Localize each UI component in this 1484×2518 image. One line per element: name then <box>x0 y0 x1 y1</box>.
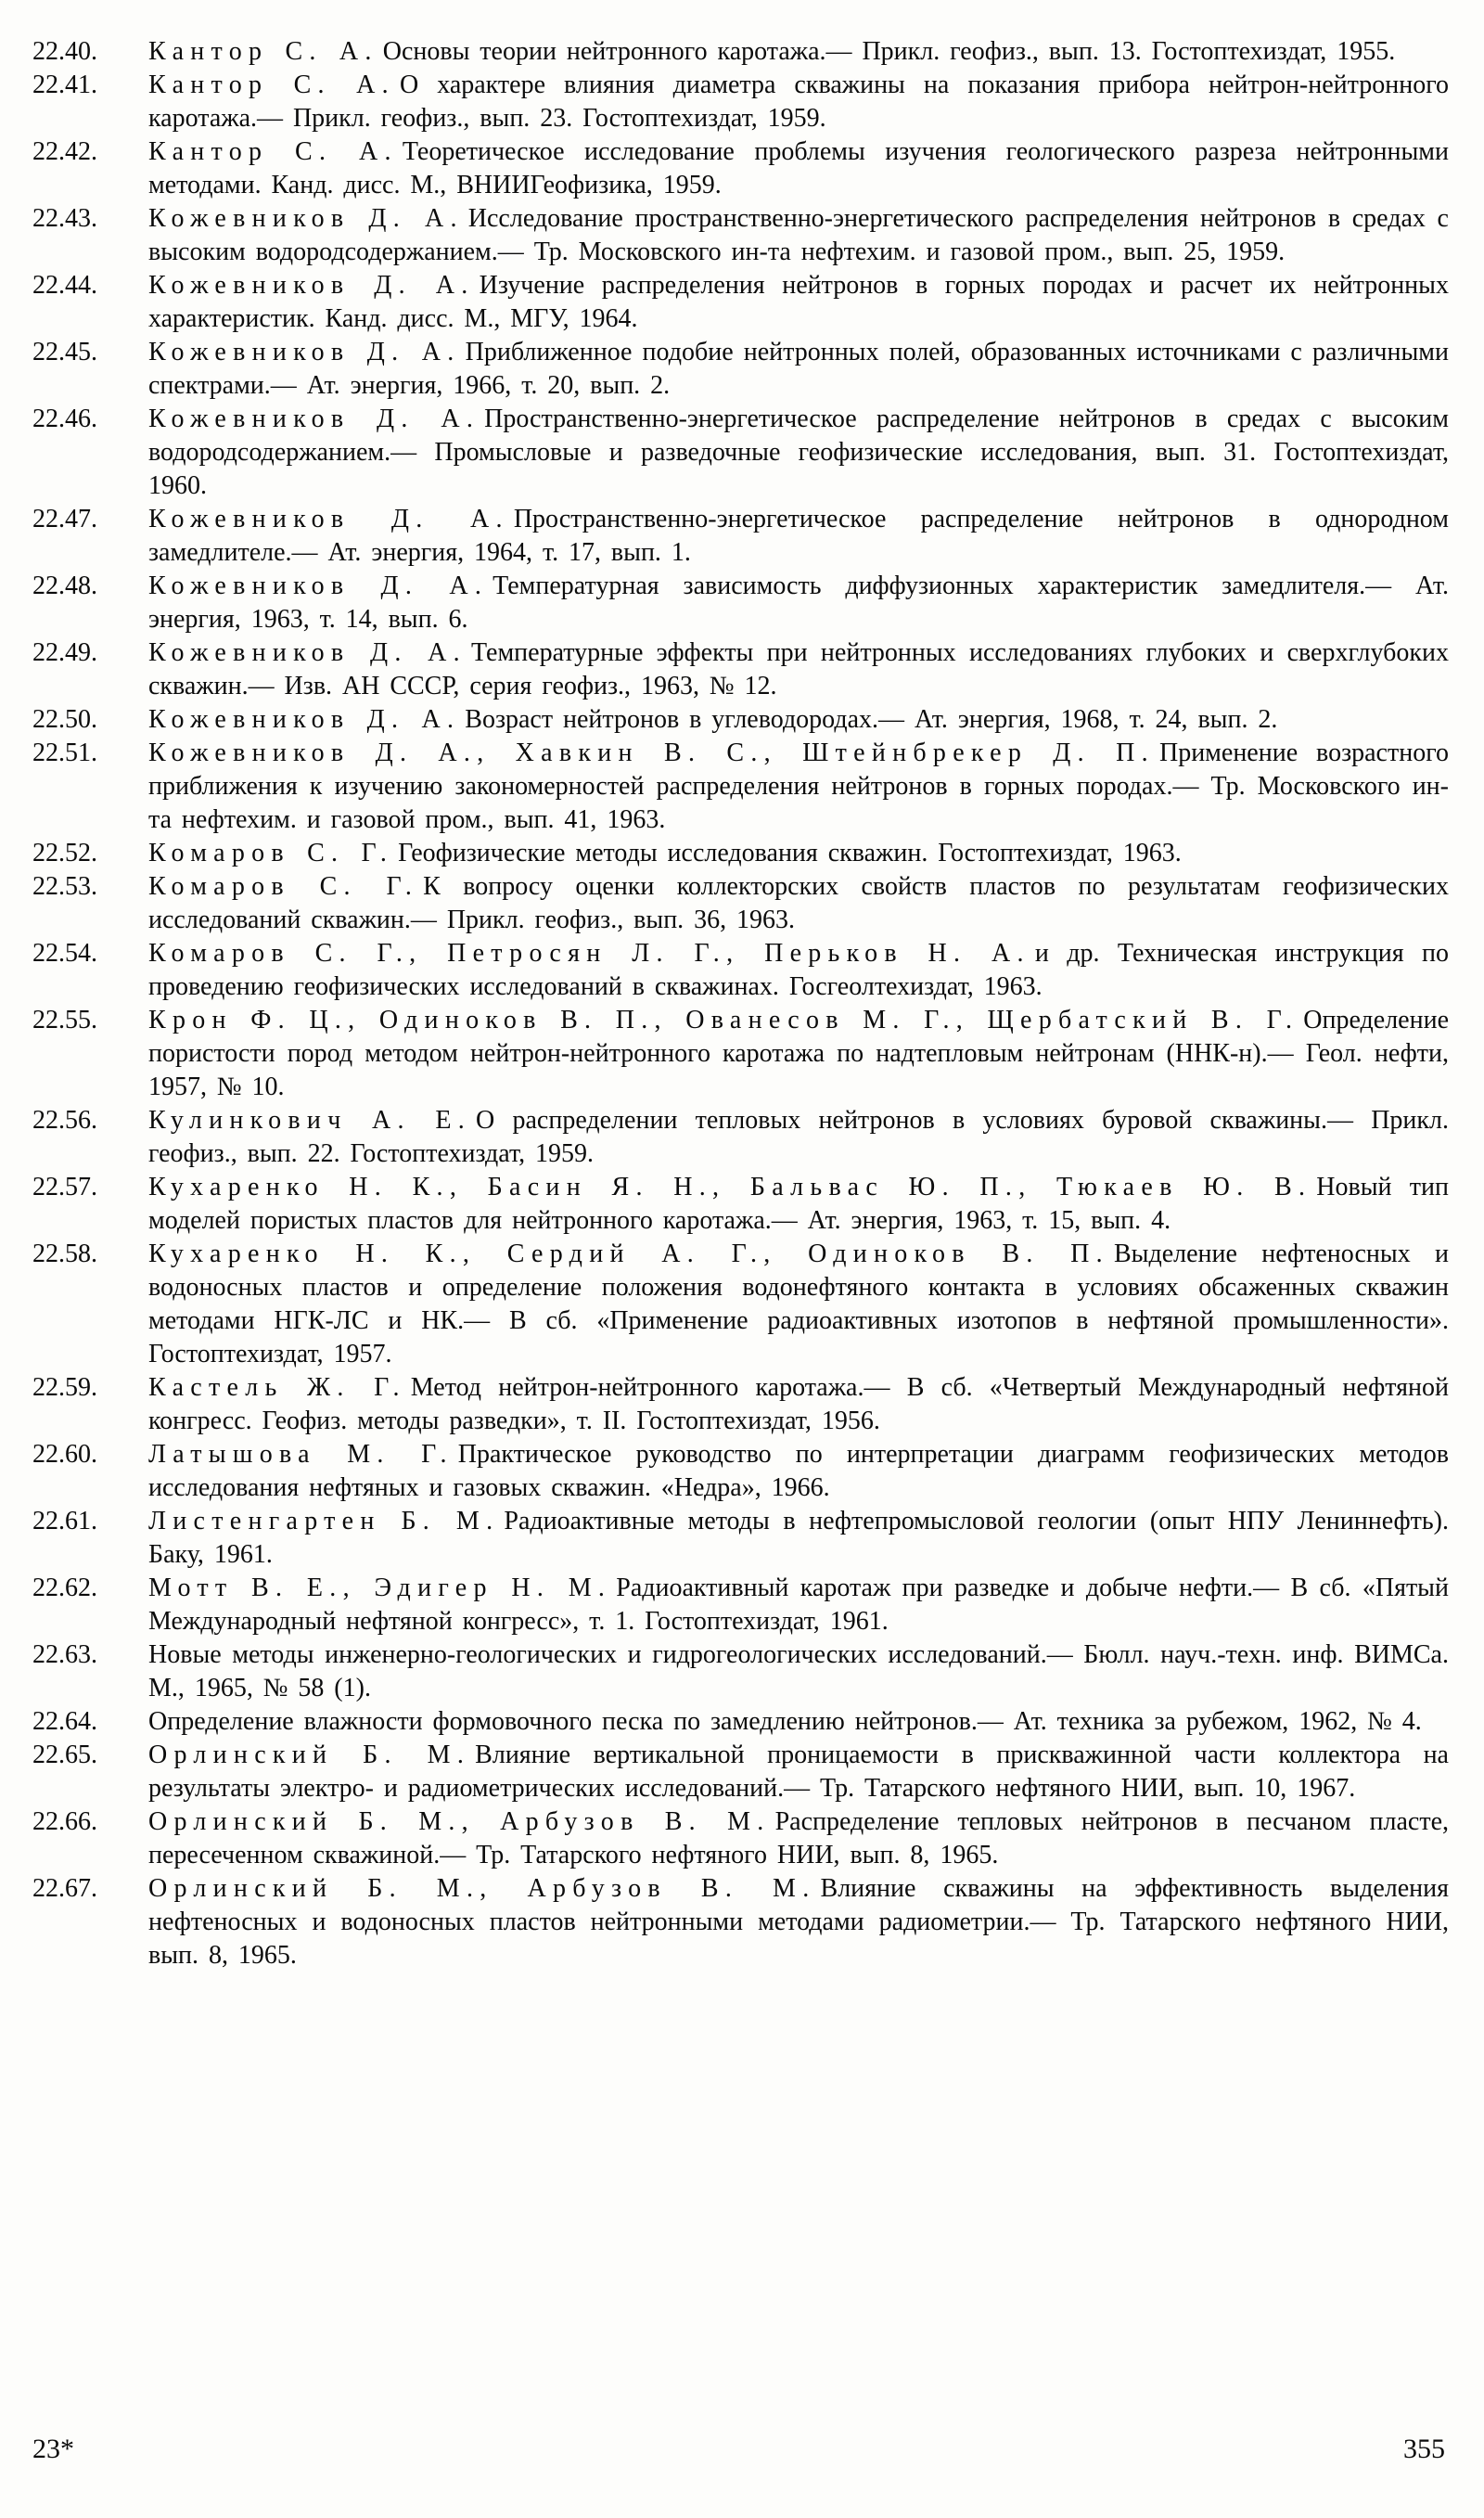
entry-authors: Кантор С. А. <box>148 137 398 166</box>
reference-entry <box>32 636 1449 703</box>
entry-number: 22.48. <box>32 572 97 600</box>
entry-authors: Кастель Ж. Г. <box>148 1373 406 1402</box>
entry-text: Пространственно-энергетическое распределение нейтронов в однородном замедлителе.— Ат. энергия, 1964, т. 17, вып. 1. <box>148 505 1449 567</box>
entry-number: 22.61. <box>32 1507 97 1535</box>
entry-text: Радиоактивный каротаж при разведке и добыче нефти.— В сб. «Пятый Международный нефтяной конгресс», т. 1. Гостоптехиздат, 1961. <box>148 1574 1449 1636</box>
entry-number: 22.67. <box>32 1874 97 1903</box>
entry-authors: Латышова М. Г. <box>148 1440 454 1469</box>
entry-text: Определение пористости пород методом нейтрон-нейтронного каротажа по надтепловым нейтронам (ННК-н).— Геол. нефти, 1957, № 10. <box>148 1006 1449 1101</box>
reference-entry <box>32 403 1449 503</box>
entry-number: 22.50. <box>32 705 97 734</box>
page-footer <box>32 2433 1445 2466</box>
entry-number: 22.64. <box>32 1707 97 1736</box>
entry-authors: Кухаренко Н. К., Сердий А. Г., Одиноков В. П. <box>148 1240 1109 1268</box>
reference-entry <box>32 837 1449 870</box>
entry-authors: Крон Ф. Ц., Одиноков В. П., Ованесов М. Г., Щербатский В. Г. <box>148 1006 1299 1034</box>
entry-authors: Кантор С. А. <box>148 71 395 99</box>
entry-number: 22.63. <box>32 1640 97 1669</box>
entry-text: Влияние скважины на эффективность выделения нефтеносных и водоносных пластов нейтронными методами радиометрии.— Тр. Татарского нефтяного НИИ, вып. 8, 1965. <box>148 1874 1449 1970</box>
entry-text: Пространственно-энергетическое распределение нейтронов в средах с высоким водородсодержанием.— Промысловые и разведочные геофизические исследования, вып. 31. Гостоптехиздат, 1960. <box>148 405 1449 500</box>
reference-entry <box>32 1371 1449 1438</box>
reference-entry <box>32 703 1449 737</box>
entry-number: 22.56. <box>32 1106 97 1135</box>
entry-authors: Кожевников Д. А. <box>148 405 480 433</box>
entry-authors: Кожевников Д. А. <box>148 338 461 366</box>
entry-text: Практическое руководство по интерпретации диаграмм геофизических методов исследования нефтяных и газовых скважин. «Недра», 1966. <box>148 1440 1449 1502</box>
reference-entry <box>32 737 1449 837</box>
entry-text: Возраст нейтронов в углеводородах.— Ат. энергия, 1968, т. 24, вып. 2. <box>465 705 1278 734</box>
entry-number: 22.41. <box>32 71 97 99</box>
entry-authors: Кожевников Д. А. <box>148 705 461 734</box>
entry-authors: Кожевников Д. А. <box>148 572 489 600</box>
entry-authors: Комаров С. Г. <box>148 872 419 901</box>
entry-text: Выделение нефтеносных и водоносных пластов и определение положения водонефтяного контакта в условиях обсаженных скважин методами НГК-ЛС и НК.— В сб. «Применение радиоактивных изотопов в нефтяной промышленности». Гостоптехиздат, 1957. <box>148 1240 1449 1368</box>
reference-entry <box>32 870 1449 937</box>
entry-number: 22.54. <box>32 939 97 968</box>
reference-entry <box>32 336 1449 403</box>
entry-authors: Орлинский Б. М., Арбузов В. М. <box>148 1807 771 1836</box>
entry-number: 22.47. <box>32 505 97 533</box>
reference-entry <box>32 1705 1449 1739</box>
entry-number: 22.42. <box>32 137 97 166</box>
entry-number: 22.55. <box>32 1006 97 1034</box>
entry-text: и др. Техническая инструкция по проведению геофизических исследований в скважинах. Госгеолтехиздат, 1963. <box>148 939 1450 1001</box>
entry-authors: Кожевников Д. А. <box>148 638 467 667</box>
entry-authors: Орлинский Б. М., Арбузов В. М. <box>148 1874 816 1903</box>
entry-text: Температурные эффекты при нейтронных исследованиях глубоких и сверхглубоких скважин.— Изв. АН СССР, серия геофиз., 1963, № 12. <box>148 638 1449 700</box>
entry-text: Применение возрастного приближения к изучению закономерностей распределения нейтронов в горных породах.— Тр. Московского ин-та нефтехим. и газовой пром., вып. 41, 1963. <box>148 739 1449 834</box>
signature-mark: 23* <box>32 2434 74 2464</box>
entry-authors: Кулинкович А. Е. <box>148 1106 472 1135</box>
entry-text: Распределение тепловых нейтронов в песчаном пласте, пересеченном скважиной.— Тр. Татарского нефтяного НИИ, вып. 8, 1965. <box>148 1807 1449 1869</box>
entry-authors: Кожевников Д. А. <box>148 505 509 533</box>
entry-number: 22.62. <box>32 1574 97 1602</box>
entry-authors: Кожевников Д. А. <box>148 204 464 233</box>
reference-entry <box>32 1238 1449 1371</box>
entry-authors: Комаров С. Г. <box>148 839 394 867</box>
entry-text: О распределении тепловых нейтронов в условиях буровой скважины.— Прикл. геофиз., вып. 22. Гостоптехиздат, 1959. <box>148 1106 1449 1168</box>
entry-number: 22.60. <box>32 1440 97 1469</box>
reference-entry <box>32 1739 1449 1805</box>
entry-authors: Кухаренко Н. К., Басин Я. Н., Бальвас Ю. П., Тюкаев Ю. В. <box>148 1173 1312 1201</box>
entry-number: 22.57. <box>32 1173 97 1201</box>
entry-text: Основы теории нейтронного каротажа.— Прикл. геофиз., вып. 13. Гостоптехиздат, 1955. <box>382 37 1396 66</box>
reference-entry <box>32 1505 1449 1572</box>
entry-text: Исследование пространственно-энергетического распределения нейтронов в средах с высоким водородсодержанием.— Тр. Московского ин-та нефтехим. и газовой пром., вып. 25, 1959. <box>148 204 1449 266</box>
entry-text: Метод нейтрон-нейтронного каротажа.— В сб. «Четвертый Международный нефтяной конгресс. Геофиз. методы разведки», т. II. Гостоптехиздат, 1956. <box>148 1373 1449 1435</box>
entry-authors: Кожевников Д. А. <box>148 271 475 300</box>
entry-number: 22.40. <box>32 37 97 66</box>
entry-number: 22.44. <box>32 271 97 300</box>
entry-text: Радиоактивные методы в нефтепромысловой геологии (опыт НПУ Лениннефть). Баку, 1961. <box>148 1507 1449 1569</box>
page-number: 355 <box>1403 2434 1445 2464</box>
entry-authors: Листенгартен Б. М. <box>148 1507 500 1535</box>
entry-number: 22.58. <box>32 1240 97 1268</box>
entry-authors: Комаров С. Г., Петросян Л. Г., Перьков Н. А. <box>148 939 1030 968</box>
entry-authors: Орлинский Б. М. <box>148 1741 471 1769</box>
entry-text: Определение влажности формовочного песка по замедлению нейтронов.— Ат. техника за рубежом, 1962, № 4. <box>148 1707 1422 1736</box>
entry-number: 22.45. <box>32 338 97 366</box>
reference-entry <box>32 1104 1449 1171</box>
entry-text: Новый тип моделей пористых пластов для нейтронного каротажа.— Ат. энергия, 1963, т. 15, вып. 4. <box>148 1173 1449 1235</box>
reference-entry <box>32 269 1449 336</box>
reference-entry <box>32 503 1449 570</box>
entry-number: 22.59. <box>32 1373 97 1402</box>
bibliography-list <box>32 35 1449 1972</box>
entry-text: К вопросу оценки коллекторских свойств пластов по результатам геофизических исследований скважин.— Прикл. геофиз., вып. 36, 1963. <box>148 872 1449 934</box>
entry-text: Геофизические методы исследования скважин. Гостоптехиздат, 1963. <box>398 839 1182 867</box>
reference-entry <box>32 35 1449 69</box>
entry-text: Температурная зависимость диффузионных характеристик замедлителя.— Ат. энергия, 1963, т. 14, вып. 6. <box>148 572 1449 634</box>
entry-number: 22.51. <box>32 739 97 767</box>
reference-entry <box>32 1171 1449 1238</box>
entry-number: 22.66. <box>32 1807 97 1836</box>
reference-entry <box>32 937 1449 1004</box>
entry-text: Теоретическое исследование проблемы изучения геологического разреза нейтронными методами. Канд. дисс. М., ВНИИГеофизика, 1959. <box>148 137 1449 199</box>
entry-number: 22.65. <box>32 1741 97 1769</box>
reference-entry <box>32 1805 1449 1872</box>
reference-entry <box>32 135 1449 202</box>
reference-entry <box>32 69 1449 135</box>
reference-entry <box>32 1572 1449 1638</box>
entry-authors: Кожевников Д. А., Хавкин В. С., Штейнбрекер Д. П. <box>148 739 1155 767</box>
entry-text: О характере влияния диаметра скважины на показания прибора нейтрон-нейтронного каротажа.— Прикл. геофиз., вып. 23. Гостоптехиздат, 1959. <box>148 71 1449 133</box>
entry-number: 22.49. <box>32 638 97 667</box>
reference-entry <box>32 1872 1449 1972</box>
reference-entry <box>32 1004 1449 1104</box>
reference-entry <box>32 202 1449 269</box>
entry-number: 22.46. <box>32 405 97 433</box>
entry-authors: Кантор С. А. <box>148 37 378 66</box>
entry-text: Приближенное подобие нейтронных полей, образованных источниками с различными спектрами.— Ат. энергия, 1966, т. 20, вып. 2. <box>148 338 1449 400</box>
entry-number: 22.53. <box>32 872 97 901</box>
entry-text: Новые методы инженерно-геологических и гидрогеологических исследований.— Бюлл. науч.-техн. инф. ВИМСа. М., 1965, № 58 (1). <box>148 1640 1449 1702</box>
reference-entry <box>32 1638 1449 1705</box>
entry-number: 22.43. <box>32 204 97 233</box>
reference-entry <box>32 570 1449 636</box>
entry-authors: Мотт В. Е., Эдигер Н. М. <box>148 1574 612 1602</box>
entry-text: Влияние вертикальной проницаемости в прискважинной части коллектора на результаты электро- и радиометрических исследований.— Тр. Татарского нефтяного НИИ, вып. 10, 1967. <box>148 1741 1449 1803</box>
entry-number: 22.52. <box>32 839 97 867</box>
entry-text: Изучение распределения нейтронов в горных породах и расчет их нейтронных характеристик. Канд. дисс. М., МГУ, 1964. <box>148 271 1449 333</box>
reference-entry <box>32 1438 1449 1505</box>
